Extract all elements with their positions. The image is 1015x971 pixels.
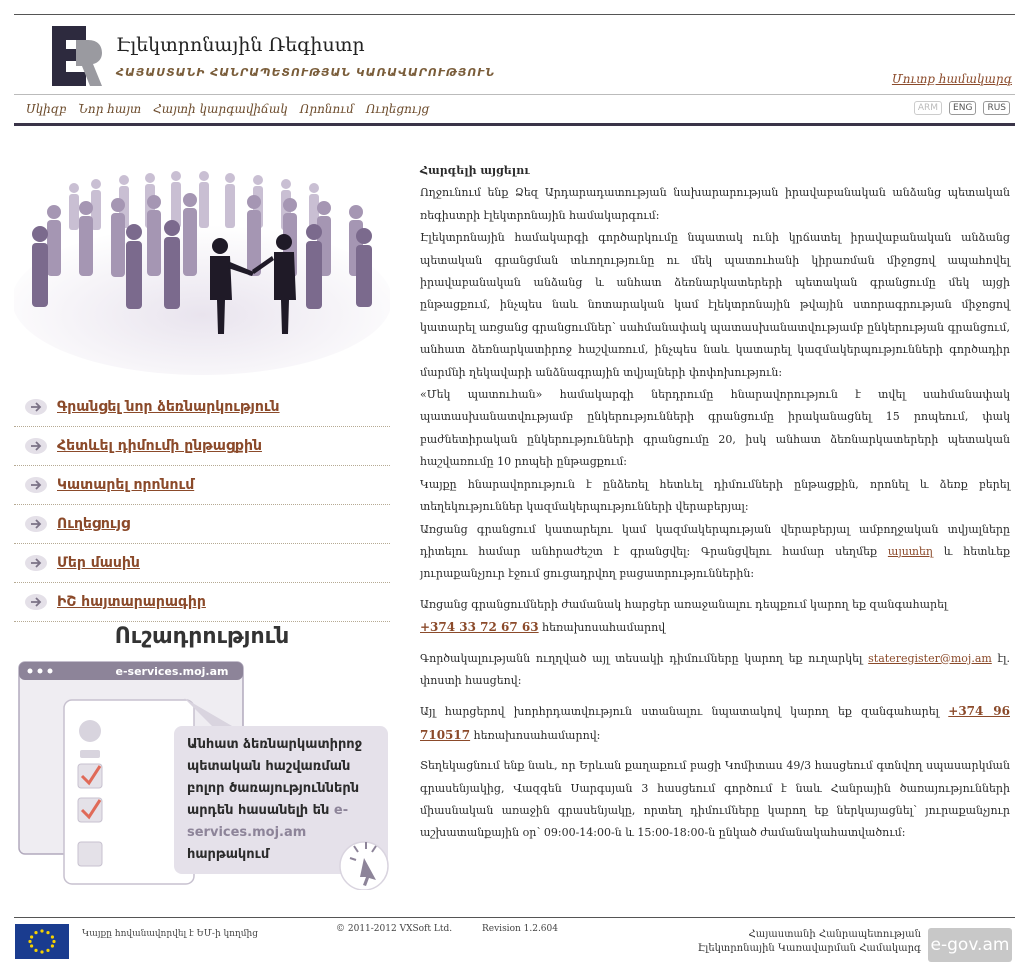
register-text-after: և հետևեք յուրաքանչյուր էջում ցուցադրվող բացատրություններին: [420,544,1011,581]
arrow-right-icon [24,515,48,533]
consult-text: Այլ հարցերով խորհրդատվություն ստանալու նպատակով կարող եք զանգահարել [420,705,939,719]
arrow-right-icon [24,398,48,416]
menu-item-label: Մեր մասին [57,555,140,571]
site-subtitle: ՀԱՅԱՍՏԱՆԻ ՀԱՆՐԱՊԵՏՈՒԹՅԱՆ ԿԱՌԱՎԱՐՈՒԹՅՈՒՆ [116,66,496,79]
email-text-after: էլ. փոստի հասցեով: [420,651,1011,687]
menu-item-search[interactable] [14,466,390,505]
lang-eng-button[interactable]: ENG [949,101,976,115]
banner-url: e-services.moj.am [187,803,349,840]
content-paragraph: Ողջունում ենք Ձեզ Արդարադատության նախարարության իրավաբանական անձանց պետական ռեգիստրի էլեկտրոնային համակարգում: [420,186,1010,222]
lang-rus-button[interactable]: RUS [983,101,1010,115]
logo-icon[interactable] [46,26,102,86]
content-paragraph-consult [420,700,1010,747]
nav-item-application-status[interactable]: Հայտի կարգավիճակ [153,102,288,116]
eu-flag-icon [15,924,69,959]
banner-text-part-2: հարթակում [187,847,270,862]
egov-logo[interactable]: e-gov.am [928,928,1012,962]
consult-text-after: հեռախոսահամարով: [473,728,601,742]
email-text: Գործակալությանն ուղղված այլ տեսակի դիմումները կարող եք ուղարկել [420,651,863,665]
menu-item-label: Կատարել որոնում [57,477,195,493]
content-paragraph-phone [420,594,1010,640]
menu-item-about[interactable] [14,544,390,583]
nav-underline-bar [14,123,1015,126]
footer-line-2: Էլեկտրոնային Կառավարման Համակարգ [697,943,921,954]
arrow-right-icon [24,593,48,611]
site-title: Էլեկտրոնային Ռեգիստր [116,34,365,56]
banner-site-label: e-services.moj.am [115,665,229,678]
menu-item-track-application[interactable] [14,427,390,466]
footer-government-name [698,928,921,956]
content-paragraph: «Մեկ պատուհան» համակարգի ներդրումը հնարավորություն է տվել սահմանափակ պատասխանատվությամբ ընկերությունների գրանցումը իրականացնել 15 րոպեում, փակ բաժնետիրական ընկերությունների գրանցումը 20, իսկ անհատ ձեռնարկատերերի պետական հաշվառումը 10 րոպեի ընթացքում: [420,388,1010,469]
sidebar-menu [14,388,390,622]
nav-item-new-application[interactable]: Նոր հայտ [78,102,142,116]
email-link[interactable]: stateregister@moj.am [868,651,992,665]
banner-message [187,734,387,866]
arrow-right-icon [24,554,48,572]
arrow-right-icon [24,476,48,494]
phone-link-2[interactable]: +374 96 710517 [420,704,1010,742]
nav-item-guide[interactable]: Ուղեցույց [365,102,430,116]
main-nav [26,102,429,116]
language-switcher [914,101,1010,115]
phone-text-after: հեռախոսահամարով [542,621,666,635]
register-here-link[interactable]: այստեղ [887,544,933,558]
phone-link-1[interactable]: +374 33 72 67 63 [420,620,539,635]
nav-item-search[interactable]: Որոնում [299,102,354,116]
copyright: © 2011-2012 VXSoft Ltd. [336,924,453,934]
content-paragraph-register [420,519,1010,586]
banner-text-part-1: Անհատ ձեռնարկատիրոջ պետական հաշվառման բոլոր ծառայություններն արդեն հասանելի են [187,737,363,818]
greeting-heading: Հարգելի այցելու [420,164,530,177]
menu-item-register-enterprise[interactable] [14,388,390,427]
content-paragraph: Էլեկտրոնային համակարգի գործարկումը նպատակ ունի կրճատել իրավաբանական անձանց պետական գրանցման տևողությունը ու մեկ պատուհանի կիրառման միջոցով ապահովել իրավաբանական անձանց և անհատ ձեռնարկատերերի պետական գրանցումը մեկ այցի ընթացքում, ինչպես նաև նոտարական կամ էլեկտրոնային թվային ստորագրության միջոցով կատարել առցանց գրանցումներ՝ սահմանափակ պատասխանատվությամբ ընկերության գրանցում, անհատ ձեռնարկատիրոջ հաշվառում, ինչպես նաև կատարել կազմակերպությունների գործադիր մարմնի ղեկավարի անձնագրային տվյալների փոփոխություն: [420,231,1010,379]
attention-title: Ուշադրություն [114,624,290,649]
nav-item-home[interactable]: Սկիզբ [26,102,67,116]
menu-item-label: Ուղեցույց [57,516,130,532]
menu-item-declaration[interactable] [14,583,390,622]
phone-text: Առցանց գրանցումների ժամանակ հարցեր առաջանալու դեպքում կարող եք զանգահարել [420,597,948,611]
menu-item-label: ԻՇ հայտարարագիր [57,594,206,610]
register-text: Առցանց գրանցում կատարելու կամ կազմակերպության վերաբերյալ ամբողջական տվյալները դիտելու համար անհրաժեշտ է գրանցվել: Գրանցվելու համար սեղմեք [420,522,1010,558]
business-crowd-image [14,150,390,382]
nav-divider [14,94,1015,95]
revision: Revision 1.2.604 [482,924,558,934]
menu-item-label: Գրանցել նոր ձեռնարկություն [57,399,280,415]
top-divider [14,14,1015,15]
content-paragraph: Կայքը հնարավորություն է ընձեռել հետևել դիմումների ընթացքին, որոնել և ձեռք բերել տեղեկություններ կազմակերպությունների վերաբերյալ: [420,477,1010,514]
footer-divider [14,917,1015,918]
welcome-content [420,160,1010,845]
arrow-right-icon [24,437,48,455]
content-paragraph-email [420,648,1010,693]
lang-arm-button[interactable]: ARM [914,101,942,115]
footer-line-1: Հայաստանի Հանրապետության [748,929,921,940]
login-link[interactable]: Մուտք համակարգ [891,72,1012,86]
content-paragraph-offices: Տեղեկացնում ենք նաև, որ Երևան քաղաքում բացի Կոմիտաս 49/3 հասցեում գտնվող սպասարկման գրասենյակից, Վազգեն Սարգսյան 3 հասցեում գործում է նաև Հանրային ծառայությունների միասնական առաջին գրասենյակը, որտեղ դիմումները կարող եք ներկայացնել՝ յուրաքանչյուր աշխատանքային օր՝ 09:00-14:00-ն և 15:00-18:00-ն ընկած ժամանակահատվածում: [420,759,1010,840]
menu-item-guide[interactable] [14,505,390,544]
menu-item-label: Հետևել դիմումի ընթացքին [57,438,262,454]
eu-sponsor-note: Կայքը հովանավորվել է ԵՄ-ի կողմից [82,929,259,939]
